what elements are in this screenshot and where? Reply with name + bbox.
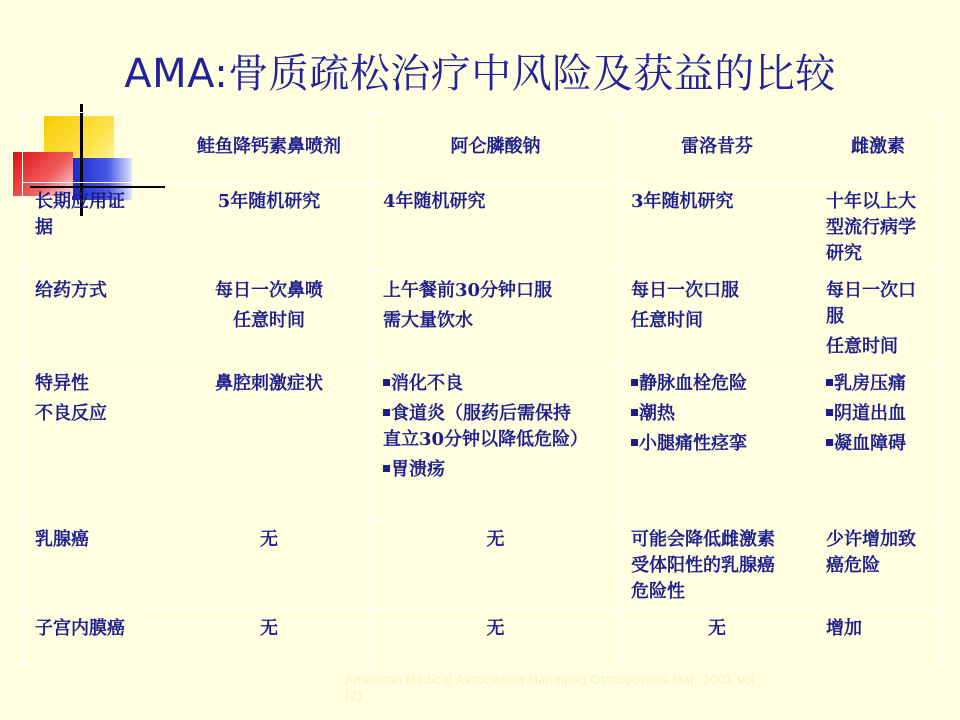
cell-calcitonin-adverse xyxy=(166,365,371,521)
row-label-adverse xyxy=(23,365,166,521)
slide-title: AMA:骨质疏松治疗中风险及获益的比较 xyxy=(124,51,836,97)
bullet-item xyxy=(383,401,608,427)
cell-text: 每日一次鼻喷 xyxy=(215,280,323,301)
cell-alendronate-breast-cancer xyxy=(371,521,619,610)
cell-text: 受体阳性的乳腺癌 xyxy=(631,555,775,576)
cell-text: 服 xyxy=(826,306,844,327)
cell-calcitonin-endometrial-cancer xyxy=(166,610,371,665)
cell-estrogen-evidence xyxy=(814,183,941,272)
table-row-adverse xyxy=(23,365,941,521)
cell-raloxifene-endometrial-cancer xyxy=(619,610,814,665)
row-label-endometrial-cancer xyxy=(23,610,166,665)
row-label-breast-cancer xyxy=(23,521,166,610)
table-row-evidence xyxy=(23,183,941,272)
bullet-item xyxy=(383,371,608,397)
cell-text: 无 xyxy=(486,529,505,550)
cell-text: 无 xyxy=(260,618,278,639)
header-empty-cell xyxy=(23,113,166,183)
bullet-square-icon xyxy=(383,465,390,472)
cell-text: 少许增加致 xyxy=(826,529,916,550)
row-label-line: 子宫内膜癌 xyxy=(35,618,125,639)
cell-text: 鼻腔刺激症状 xyxy=(215,373,323,394)
bullet-text: 胃溃疡 xyxy=(391,459,445,480)
cell-alendronate-evidence xyxy=(371,183,619,272)
cell-text: 增加 xyxy=(826,618,862,639)
row-label-line: 据 xyxy=(35,217,53,238)
source-footnote xyxy=(345,672,905,704)
row-label-administration xyxy=(23,272,166,365)
bullet-square-icon xyxy=(631,439,638,446)
cell-text: 型流行病学 xyxy=(826,217,916,238)
header-raloxifene: 雷洛昔芬 xyxy=(619,113,814,183)
table-header-row xyxy=(23,113,941,183)
row-label-line: 长期应用证 xyxy=(35,191,125,212)
bullet-square-icon xyxy=(631,379,638,386)
footnote-line: American Medical Association Managing Osteoporosis Mar, 2001 Vol xyxy=(345,673,755,687)
header-alendronate: 阿仑膦酸钠 xyxy=(371,113,619,183)
cell-calcitonin-administration xyxy=(166,272,371,365)
cell-text: 上午餐前30分钟口服 xyxy=(383,280,553,301)
cell-alendronate-administration xyxy=(371,272,619,365)
cell-text: 无 xyxy=(260,529,278,550)
cell-text: 4年随机研究 xyxy=(383,191,486,212)
cell-text: 任意时间 xyxy=(826,336,898,357)
bullet-text: 食道炎（服药后需保持 xyxy=(391,403,571,424)
bullet-item xyxy=(826,401,930,427)
bullet-item xyxy=(826,431,930,457)
cell-text: 危险性 xyxy=(631,581,685,602)
bullet-square-icon xyxy=(826,379,833,386)
footnote-line: (2) xyxy=(345,689,362,703)
cell-text: 任意时间 xyxy=(233,310,305,331)
cell-alendronate-endometrial-cancer xyxy=(371,610,619,665)
bullet-square-icon xyxy=(631,409,638,416)
cell-text: 无 xyxy=(708,618,726,639)
cell-estrogen-administration xyxy=(814,272,941,365)
cell-calcitonin-evidence xyxy=(166,183,371,272)
cell-text: 需大量饮水 xyxy=(383,310,473,331)
bullet-text-continued: 直立30分钟以降低危险） xyxy=(383,429,589,450)
cell-alendronate-adverse xyxy=(371,365,619,521)
bullet-text: 凝血障碍 xyxy=(834,433,906,454)
bullet-text: 小腿痛性痉挛 xyxy=(639,433,747,454)
row-label-line: 乳腺癌 xyxy=(35,529,89,550)
bullet-item xyxy=(826,371,930,397)
cell-text: 每日一次口服 xyxy=(631,280,739,301)
cell-text: 每日一次口 xyxy=(826,280,916,301)
bullet-item xyxy=(631,431,803,457)
bullet-item xyxy=(631,371,803,397)
cell-text: 十年以上大 xyxy=(826,191,916,212)
bullet-item xyxy=(383,457,608,483)
cell-text: 癌危险 xyxy=(826,555,880,576)
bullet-text: 消化不良 xyxy=(391,373,463,394)
row-label-evidence xyxy=(23,183,166,272)
table-row-endometrial-cancer xyxy=(23,610,941,665)
cell-text: 可能会降低雌激素 xyxy=(631,529,775,550)
cell-raloxifene-evidence xyxy=(619,183,814,272)
cell-text: 研究 xyxy=(826,243,862,264)
comparison-table xyxy=(22,112,941,665)
bullet-text: 阴道出血 xyxy=(834,403,906,424)
bullet-square-icon xyxy=(383,379,390,386)
bullet-text: 潮热 xyxy=(639,403,675,424)
cell-raloxifene-breast-cancer xyxy=(619,521,814,610)
bullet-text: 静脉血栓危险 xyxy=(639,373,747,394)
header-estrogen: 雌激素 xyxy=(814,113,941,183)
cell-estrogen-breast-cancer xyxy=(814,521,941,610)
cell-text: 3年随机研究 xyxy=(631,191,734,212)
row-label-line: 特异性 xyxy=(35,373,89,394)
row-label-line: 不良反应 xyxy=(35,403,107,424)
cell-raloxifene-adverse xyxy=(619,365,814,521)
cell-calcitonin-breast-cancer xyxy=(166,521,371,610)
cell-estrogen-adverse xyxy=(814,365,941,521)
bullet-item xyxy=(631,401,803,427)
bullet-square-icon xyxy=(383,409,390,416)
cell-text: 无 xyxy=(486,618,505,639)
cell-text: 任意时间 xyxy=(631,310,703,331)
header-calcitonin: 鲑鱼降钙素鼻喷剂 xyxy=(166,113,371,183)
cell-raloxifene-administration xyxy=(619,272,814,365)
cell-estrogen-endometrial-cancer xyxy=(814,610,941,665)
cell-text: 5年随机研究 xyxy=(217,191,321,212)
table-row-administration xyxy=(23,272,941,365)
bullet-square-icon xyxy=(826,439,833,446)
table-row-breast-cancer xyxy=(23,521,941,610)
bullet-text: 乳房压痛 xyxy=(834,373,906,394)
bullet-square-icon xyxy=(826,409,833,416)
row-label-line: 给药方式 xyxy=(35,280,107,301)
